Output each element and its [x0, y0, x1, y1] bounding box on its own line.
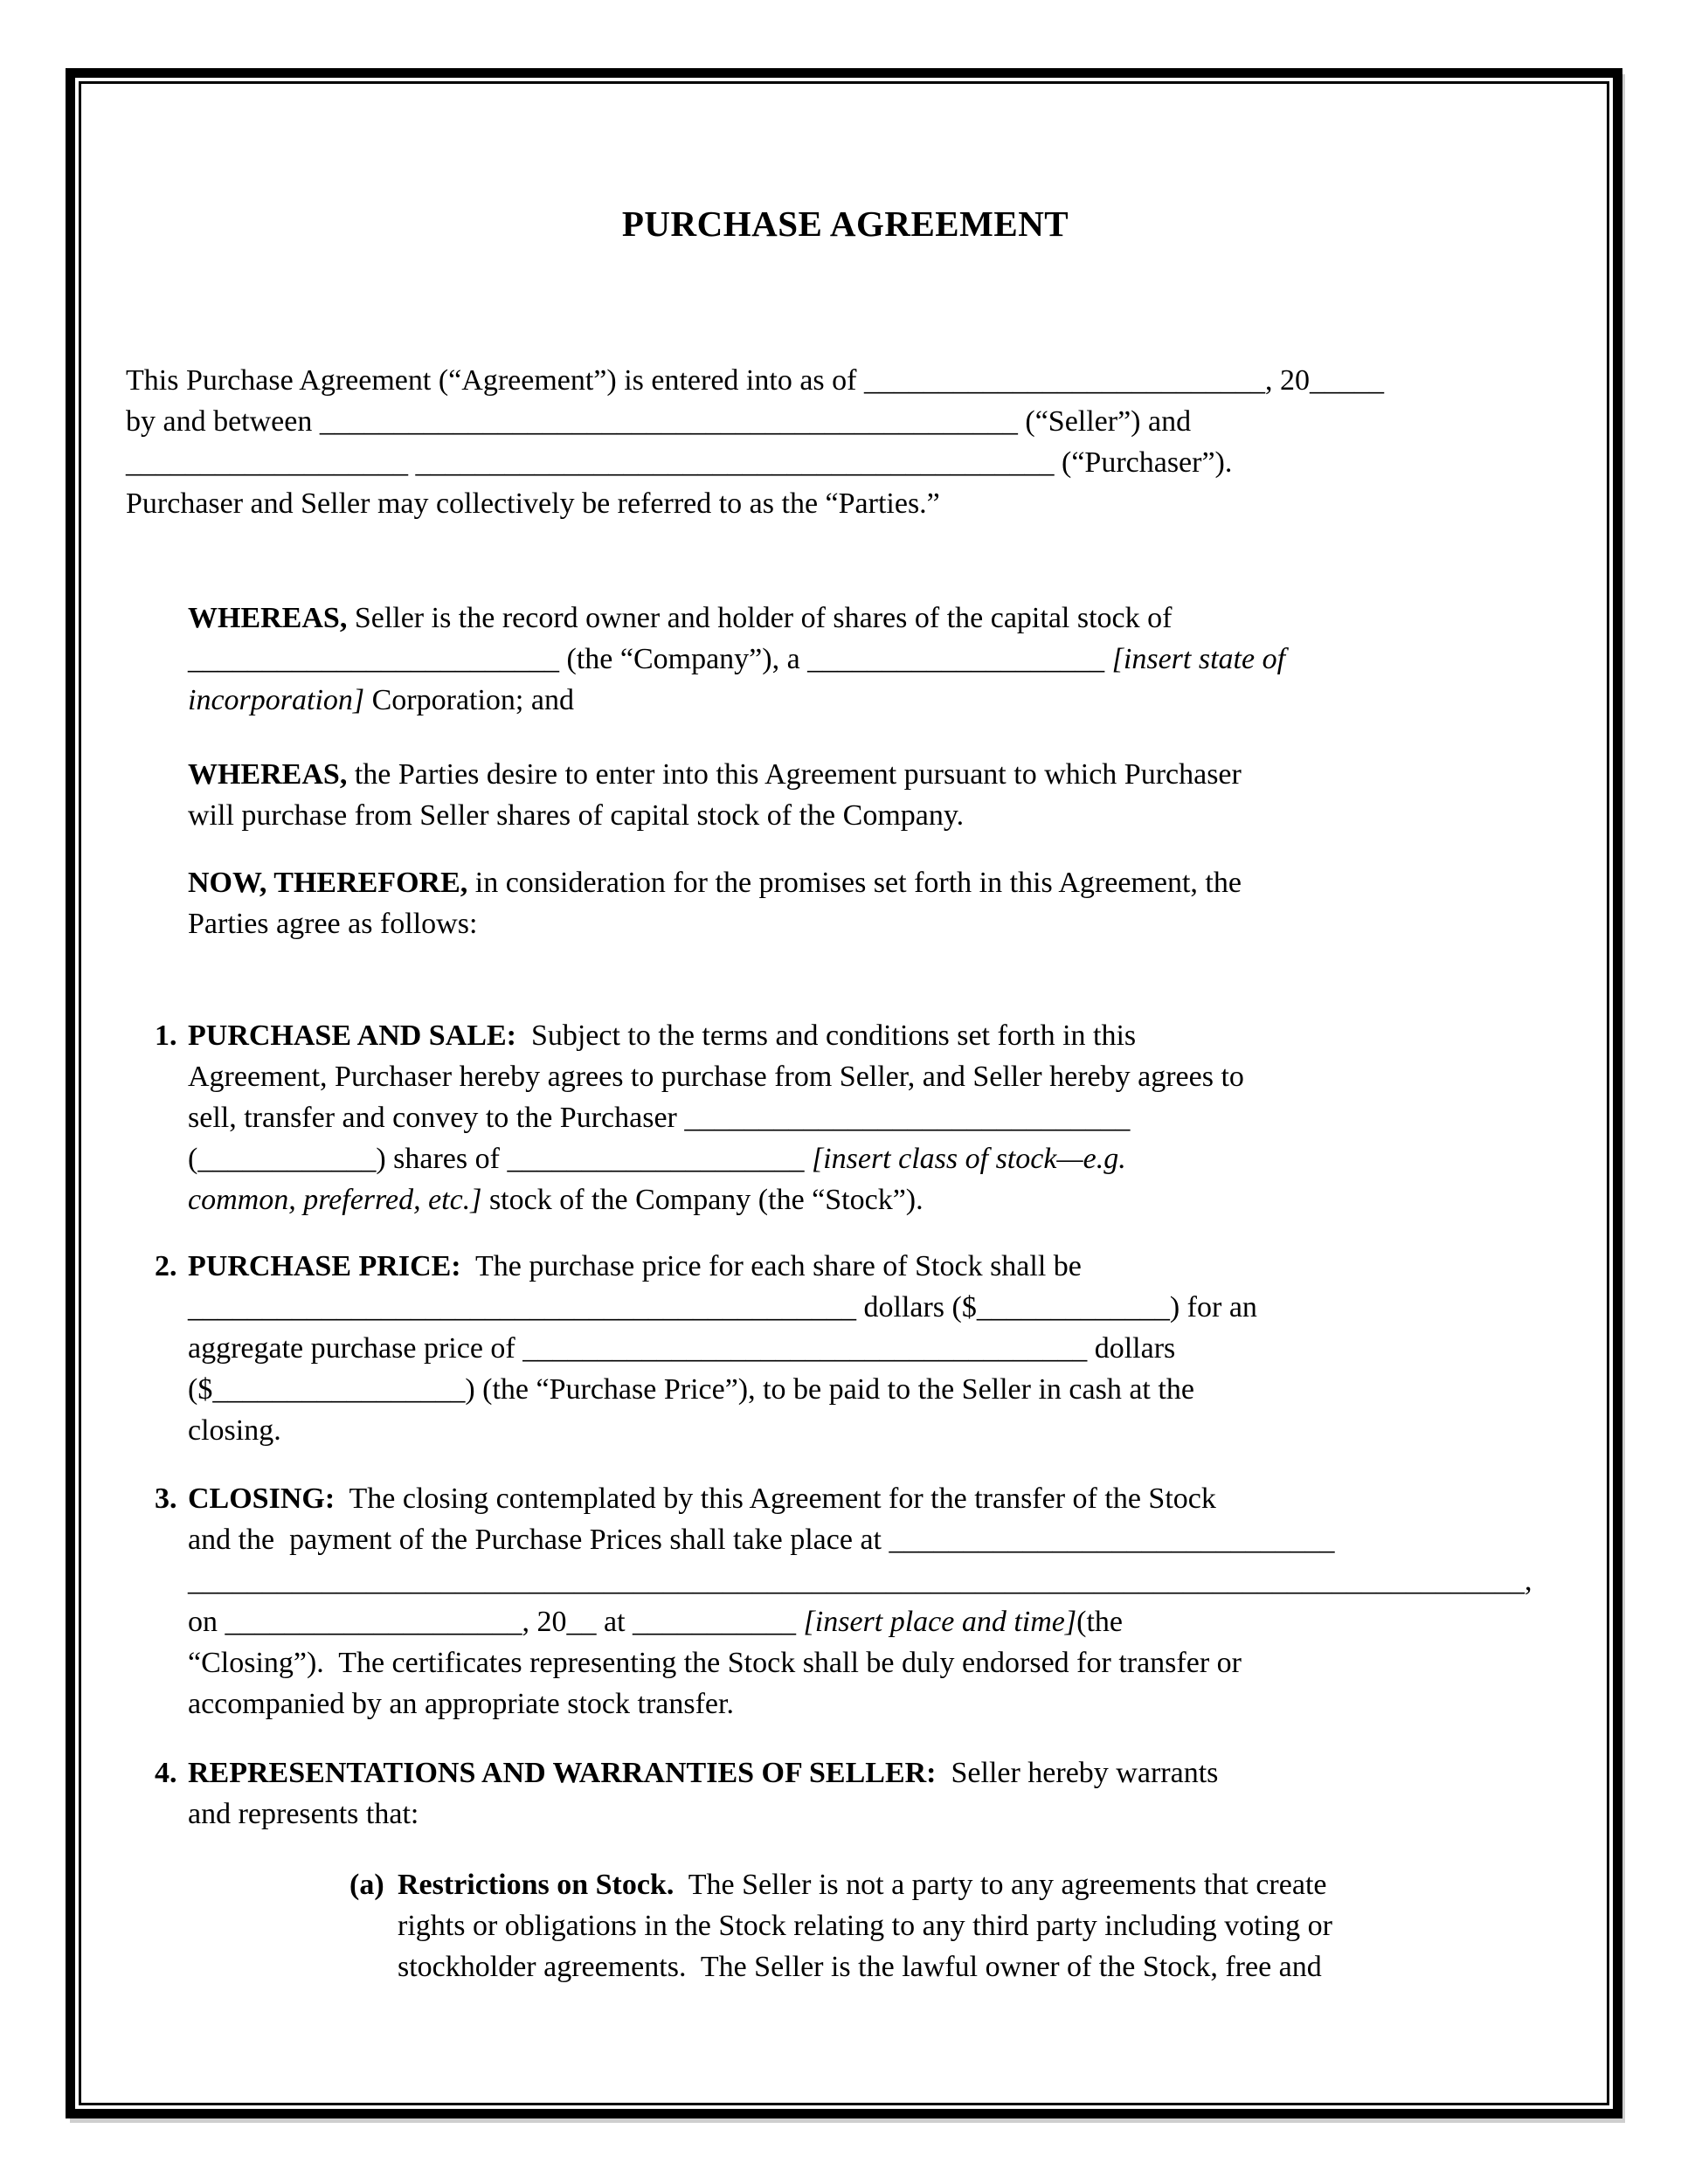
text-line — [188, 1560, 1565, 1601]
text-line — [188, 1138, 1565, 1179]
text-run: Seller is the record owner and holder of shares of the capital stock of — [347, 602, 1173, 634]
text-line — [188, 1410, 1565, 1451]
fill-in-blank: ______________________________ — [889, 1524, 1335, 1556]
text-line — [188, 1478, 1565, 1519]
text-run: , 20 — [1264, 364, 1310, 397]
text-run: Seller hereby warrants — [936, 1757, 1219, 1789]
text-run: dollars ($ — [856, 1291, 977, 1324]
bold-run: CLOSING: — [188, 1482, 336, 1515]
fill-in-blank: ___________________________________________ — [415, 446, 1055, 479]
text-line — [126, 360, 1565, 401]
text-run: ) shares of — [376, 1143, 508, 1175]
text-line — [126, 442, 1565, 483]
fill-in-blank: __ — [566, 1606, 597, 1638]
paragraph-now-therefore — [126, 862, 1565, 944]
fill-in-blank: ___________________________ — [863, 364, 1265, 397]
fill-in-blank: ____________ — [197, 1143, 377, 1175]
text-run: and represents that: — [188, 1798, 419, 1830]
text-line — [188, 598, 1565, 639]
text-line — [126, 483, 1565, 524]
bold-run: WHEREAS, — [188, 602, 348, 634]
text-line — [188, 903, 1565, 944]
text-run: aggregate purchase price of — [188, 1332, 523, 1365]
text-run: and the payment of the Purchase Prices shall take place at — [188, 1524, 889, 1556]
paragraph-section-4 — [126, 1752, 1565, 1835]
text-line — [188, 795, 1565, 836]
italic-hint-run: [insert state of — [1111, 643, 1286, 675]
bold-run: WHEREAS, — [188, 758, 348, 791]
text-run: accompanied by an appropriate stock transfer. — [188, 1688, 734, 1720]
bold-run: REPRESENTATIONS AND WARRANTIES OF SELLER: — [188, 1757, 937, 1789]
text-line — [188, 680, 1565, 721]
text-run: rights or obligations in the Stock relating to any third party including voting or — [398, 1910, 1332, 1942]
fill-in-blank: _________________________ — [188, 643, 559, 675]
bold-run: PURCHASE AND SALE: — [188, 1019, 516, 1052]
list-marker: 3. — [155, 1482, 177, 1515]
text-run — [796, 1606, 804, 1638]
text-run: the Parties desire to enter into this Agreement pursuant to which Purchaser — [347, 758, 1242, 791]
paragraph-whereas-2 — [126, 754, 1565, 836]
text-run: , 20 — [522, 1606, 567, 1638]
text-run: by and between — [126, 405, 320, 438]
text-line — [188, 1328, 1565, 1369]
text-run: ) for an — [1169, 1291, 1257, 1324]
text-line — [188, 754, 1565, 795]
paragraph-section-1 — [126, 1015, 1565, 1220]
fill-in-blank: ______________________________ — [684, 1102, 1131, 1134]
document-body — [126, 360, 1565, 1987]
text-run — [1104, 643, 1112, 675]
text-line — [188, 1601, 1565, 1642]
text-run: stock of the Company (the “Stock”). — [481, 1184, 924, 1216]
text-run: ($ — [188, 1373, 213, 1406]
text-line — [398, 1905, 1565, 1946]
page-border-inner-line — [79, 81, 1609, 2105]
text-run: , — [1525, 1565, 1532, 1597]
italic-hint-run: [insert class of stock—e.g. — [811, 1143, 1126, 1175]
text-line — [188, 1794, 1565, 1835]
text-line — [188, 1752, 1565, 1794]
text-line — [188, 1015, 1565, 1056]
text-run: (the “Company”), a — [559, 643, 808, 675]
bold-run: NOW, THEREFORE, — [188, 867, 468, 899]
list-marker: 1. — [155, 1019, 177, 1052]
fill-in-blank: ____________________ — [807, 643, 1105, 675]
list-marker: (a) — [349, 1869, 384, 1901]
italic-hint-run: common, preferred, etc.] — [188, 1184, 482, 1216]
fill-in-blank: ___________________ — [126, 446, 408, 479]
fill-in-blank: ____________________ — [507, 1143, 805, 1175]
fill-in-blank: _____________ — [976, 1291, 1170, 1324]
text-line — [188, 1642, 1565, 1683]
text-line — [188, 1246, 1565, 1287]
document-page — [81, 84, 1607, 2103]
paragraph-intro — [126, 360, 1565, 524]
text-run: sell, transfer and convey to the Purchaser — [188, 1102, 685, 1134]
text-line — [188, 1056, 1565, 1097]
text-run: ( — [188, 1143, 198, 1175]
text-run: dollars — [1087, 1332, 1176, 1365]
text-run: (“Purchaser”). — [1054, 446, 1233, 479]
text-run: Corporation; and — [364, 684, 574, 716]
fill-in-blank: _____ — [1309, 364, 1384, 397]
paragraph-section-4a — [126, 1864, 1565, 1987]
paragraph-section-2 — [126, 1246, 1565, 1451]
fill-in-blank: ____________________ — [225, 1606, 522, 1638]
text-line — [188, 1683, 1565, 1724]
text-run: The purchase price for each share of Stock shall be — [460, 1250, 1082, 1282]
text-run: stockholder agreements. The Seller is the lawful owner of the Stock, free and — [398, 1951, 1322, 1983]
text-line — [188, 862, 1565, 903]
document-title: PURCHASE AGREEMENT — [621, 204, 1069, 244]
text-run: (“Seller”) and — [1017, 405, 1192, 438]
text-run: Subject to the terms and conditions set forth in this — [515, 1019, 1137, 1052]
text-run: in consideration for the promises set forth in this Agreement, the — [467, 867, 1242, 899]
text-line — [188, 639, 1565, 680]
text-run: Agreement, Purchaser hereby agrees to purchase from Seller, and Seller hereby agrees to — [188, 1061, 1244, 1093]
fill-in-blank: _______________________________________________ — [319, 405, 1018, 438]
page-border-frame — [66, 68, 1622, 2118]
fill-in-blank: _____________________________________________ — [188, 1291, 856, 1324]
text-run: (the — [1076, 1606, 1123, 1638]
list-marker: 2. — [155, 1250, 177, 1282]
fill-in-blank: _________________ — [212, 1373, 466, 1406]
text-line — [398, 1946, 1565, 1987]
bold-run: PURCHASE PRICE: — [188, 1250, 461, 1282]
text-run: will purchase from Seller shares of capital stock of the Company. — [188, 799, 965, 832]
text-line — [126, 401, 1565, 442]
text-run — [804, 1143, 812, 1175]
text-run: “Closing”). The certificates representing the Stock shall be duly endorsed for transfer or — [188, 1647, 1242, 1679]
paragraph-section-3 — [126, 1478, 1565, 1724]
text-run: Purchaser and Seller may collectively be referred to as the “Parties.” — [126, 487, 940, 520]
text-run: closing. — [188, 1414, 281, 1447]
paragraph-whereas-1 — [126, 598, 1565, 721]
italic-hint-run: [insert place and time] — [803, 1606, 1077, 1638]
text-run: This Purchase Agreement (“Agreement”) is entered into as of — [126, 364, 864, 397]
text-line — [188, 1369, 1565, 1410]
fill-in-blank: ___________ — [633, 1606, 797, 1638]
text-line — [188, 1097, 1565, 1138]
fill-in-blank: ______________________________________ — [522, 1332, 1088, 1365]
text-line — [188, 1287, 1565, 1328]
fill-in-blank: __________________________________________________________________________________________ — [188, 1565, 1525, 1597]
text-run: The closing contemplated by this Agreement for the transfer of the Stock — [335, 1482, 1216, 1515]
text-run: at — [596, 1606, 633, 1638]
text-run: ) (the “Purchase Price”), to be paid to the Seller in cash at the — [465, 1373, 1194, 1406]
text-run: on — [188, 1606, 225, 1638]
text-line — [188, 1179, 1565, 1220]
text-line — [398, 1864, 1565, 1905]
italic-hint-run: incorporation] — [188, 684, 365, 716]
text-run: The Seller is not a party to any agreements that create — [674, 1869, 1327, 1901]
text-run — [408, 446, 416, 479]
list-marker: 4. — [155, 1757, 177, 1789]
text-run: Parties agree as follows: — [188, 908, 478, 940]
text-line — [188, 1519, 1565, 1560]
bold-run: Restrictions on Stock. — [398, 1869, 675, 1901]
